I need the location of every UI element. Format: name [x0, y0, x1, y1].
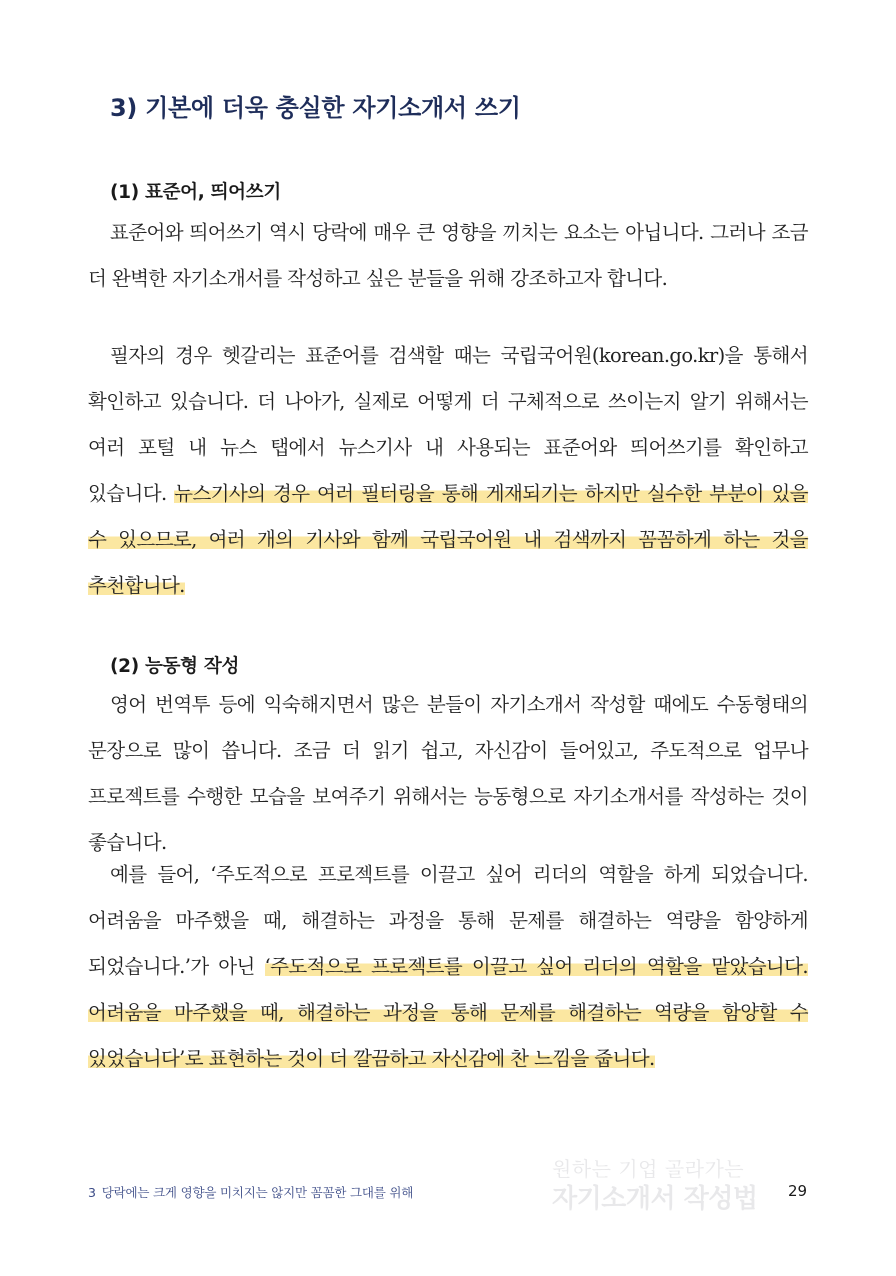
book-title-watermark [552, 1156, 757, 1216]
paragraph-text: 필자의 경우 헷갈리는 표준어를 검색할 때는 국립국어원(korean.go.kr)을 통해서 확인하고 있습니다. 더 나아가, 실제로 어떻게 더 구체적으로 쓰이는지 알기 위해서는 여러 포털 내 뉴스 탭에서 뉴스기사 내 사용되는 표준어와 띄어쓰기를 확인하고 있습니다. [88, 344, 808, 505]
paragraph-text: 예를 들어, ‘주도적으로 프로젝트를 이끌고 싶어 리더의 역할을 하게 되었습니다. 어려움을 마주했을 때, 해결하는 과정을 통해 문제를 해결하는 역량을 함양하게 되었습니다.’가 아닌 [88, 863, 808, 978]
page-number: 29 [788, 1182, 808, 1200]
highlighted-text: 뉴스기사의 경우 여러 필터링을 통해 게재되기는 하지만 실수한 부분이 있을 수 있으므로, 여러 개의 기사와 함께 국립국어원 내 검색까지 꼼꼼하게 하는 것을 추천합니다. [88, 482, 809, 597]
footer-chapter [88, 1183, 413, 1201]
subsection-heading-active-voice: (2) 능동형 작성 [110, 656, 240, 677]
paragraph-standard-language-method [88, 333, 808, 609]
book-title-line1: 원하는 기업 골라가는 [552, 1157, 745, 1181]
paragraph-active-voice-example [88, 852, 808, 1082]
highlighted-text: ‘주도적으로 프로젝트를 이끌고 싶어 리더의 역할을 맡았습니다. 어려움을 마주했을 때, 해결하는 과정을 통해 문제를 해결하는 역량을 함양할 수 있었습니다’로 표현하는 것이 더 깔끔하고 자신감에 찬 느낌을 줍니다. [88, 955, 809, 1070]
subsection-heading-standard-language: (1) 표준어, 띄어쓰기 [110, 182, 281, 203]
footer-chapter-number: 3 [88, 1185, 96, 1200]
paragraph-standard-language-intro: 표준어와 띄어쓰기 역시 당락에 매우 큰 영향을 끼치는 요소는 아닙니다. 그러나 조금 더 완벽한 자기소개서를 작성하고 싶은 분들을 위해 강조하고자 합니다. [88, 221, 808, 290]
footer-chapter-title: 당락에는 크게 영향을 미치지는 않지만 꼼꼼한 그대를 위해 [101, 1185, 414, 1200]
paragraph-active-voice-intro: 영어 번역투 등에 익숙해지면서 많은 분들이 자기소개서 작성할 때에도 수동형태의 문장으로 많이 씁니다. 조금 더 읽기 쉽고, 자신감이 들어있고, 주도적으로 업무나 프로젝트를 수행한 모습을 보여주기 위해서는 능동형으로 자기소개서를 작성하는 것이 좋습니다. [88, 693, 808, 854]
section-title: 3) 기본에 더욱 충실한 자기소개서 쓰기 [110, 94, 521, 122]
book-title-line2: 자기소개서 작성법 [552, 1184, 758, 1214]
